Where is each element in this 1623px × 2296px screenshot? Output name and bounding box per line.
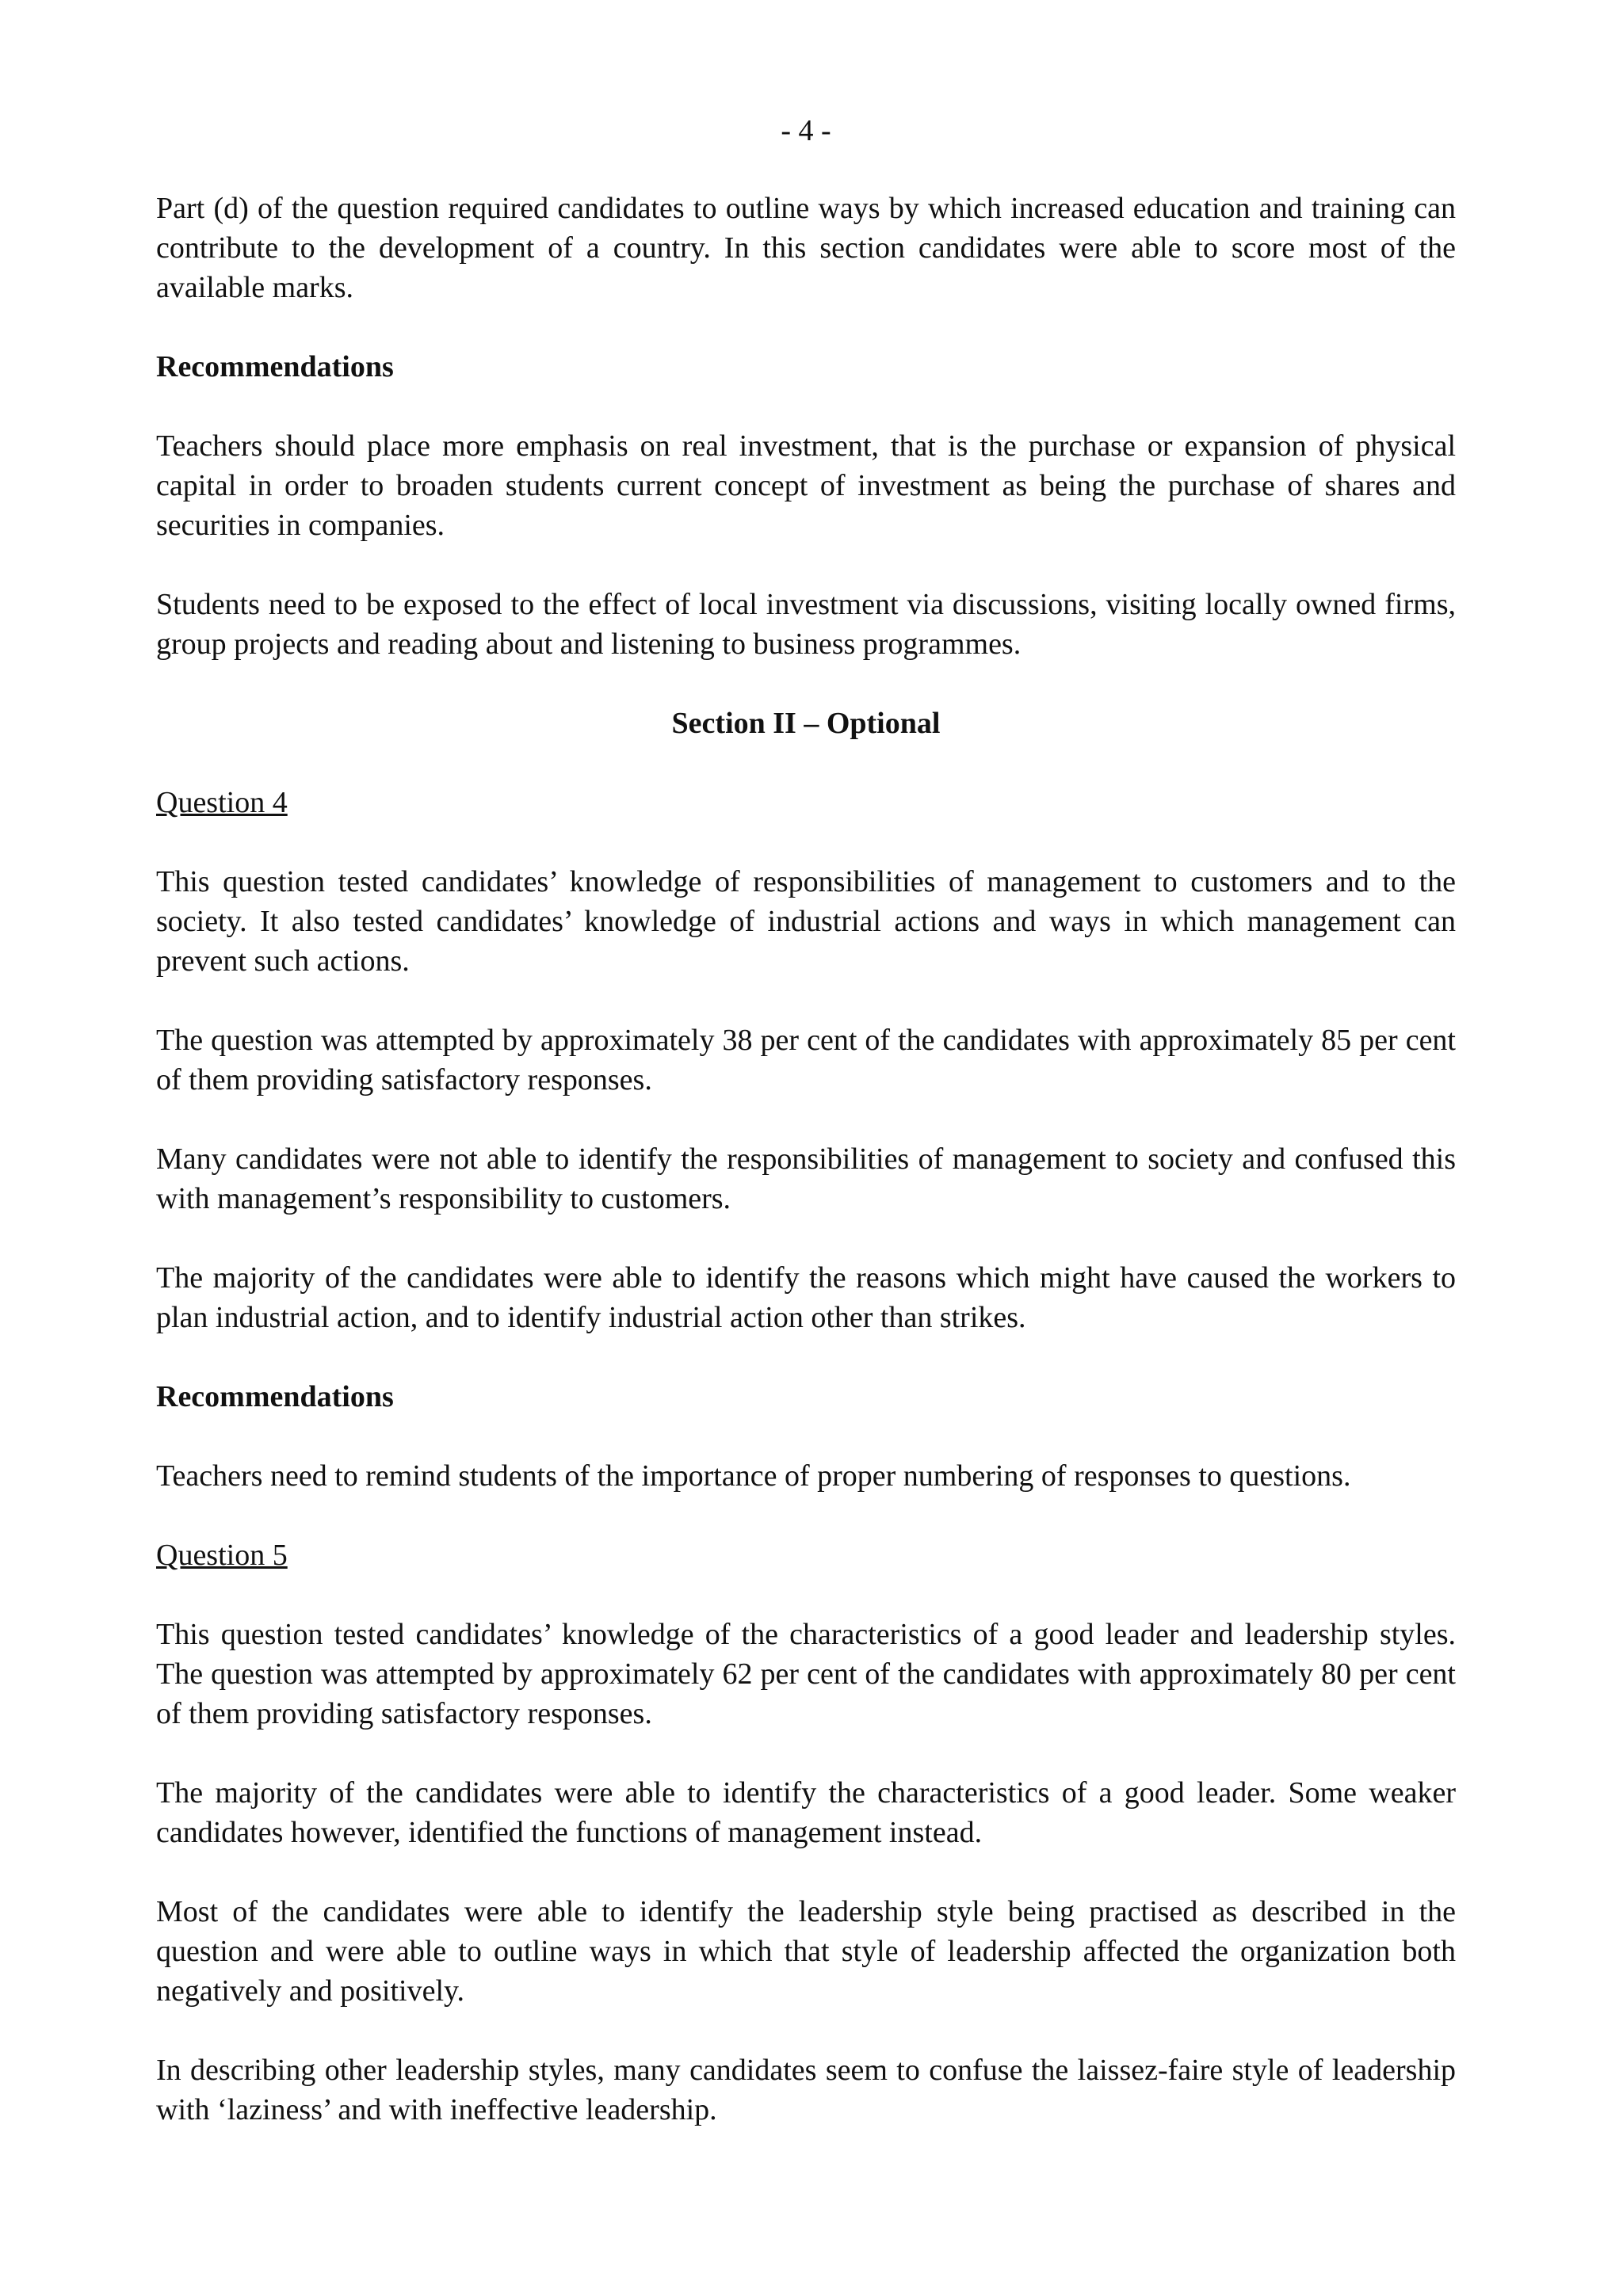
paragraph-q4-many-candidates: Many candidates were not able to identify the responsibilities of management to society and confused this with management’s responsibility to customers. <box>156 1142 1456 1215</box>
page-number: - 4 - <box>781 114 831 147</box>
paragraph-q4-tested: This question tested candidates’ knowledge of responsibilities of management to customers and to the society. It also tested candidates’ knowledge of industrial actions and ways in which management can prevent such actions. <box>156 865 1456 978</box>
paragraph-part-d: Part (d) of the question required candidates to outline ways by which increased education and training can contribute to the development of a country. In this section candidates were able to score most of the available marks. <box>156 192 1456 304</box>
paragraph-numbering: Teachers need to remind students of the importance of proper numbering of responses to questions. <box>156 1459 1351 1493</box>
heading-recommendations-1: Recommendations <box>156 350 394 383</box>
question-4-label: Question 4 <box>156 786 288 819</box>
paragraph-q5-tested: This question tested candidates’ knowledge of the characteristics of a good leader and leadership styles. The question was attempted by approximately 62 per cent of the candidates with approximately 80 per cent of them providing satisfactory responses. <box>156 1618 1456 1730</box>
document-page <box>156 111 1456 2169</box>
question-5-label: Question 5 <box>156 1539 288 1572</box>
paragraph-local-investment: Students need to be exposed to the effect of local investment via discussions, visiting locally owned firms, group projects and reading about and listening to business programmes. <box>156 588 1456 661</box>
paragraph-real-investment: Teachers should place more emphasis on real investment, that is the purchase or expansion of physical capital in order to broaden students current concept of investment as being the purchase of shares and securities in companies. <box>156 429 1456 542</box>
section-title: Section II – Optional <box>671 707 941 740</box>
paragraph-q4-majority: The majority of the candidates were able to identify the reasons which might have caused the workers to plan industrial action, and to identify industrial action other than strikes. <box>156 1261 1456 1334</box>
paragraph-q5-most: Most of the candidates were able to identify the leadership style being practised as described in the question and were able to outline ways in which that style of leadership affected the organization both negatively and positively. <box>156 1895 1456 2008</box>
paragraph-q4-attempted: The question was attempted by approximately 38 per cent of the candidates with approximately 85 per cent of them providing satisfactory responses. <box>156 1024 1456 1097</box>
heading-recommendations-2: Recommendations <box>156 1380 394 1413</box>
paragraph-q5-laissez-faire: In describing other leadership styles, many candidates seem to confuse the laissez-faire style of leadership with ‘laziness’ and with ineffective leadership. <box>156 2054 1456 2126</box>
paragraph-q5-majority: The majority of the candidates were able to identify the characteristics of a good leader. Some weaker candidates however, identified the functions of management instead. <box>156 1776 1456 1849</box>
